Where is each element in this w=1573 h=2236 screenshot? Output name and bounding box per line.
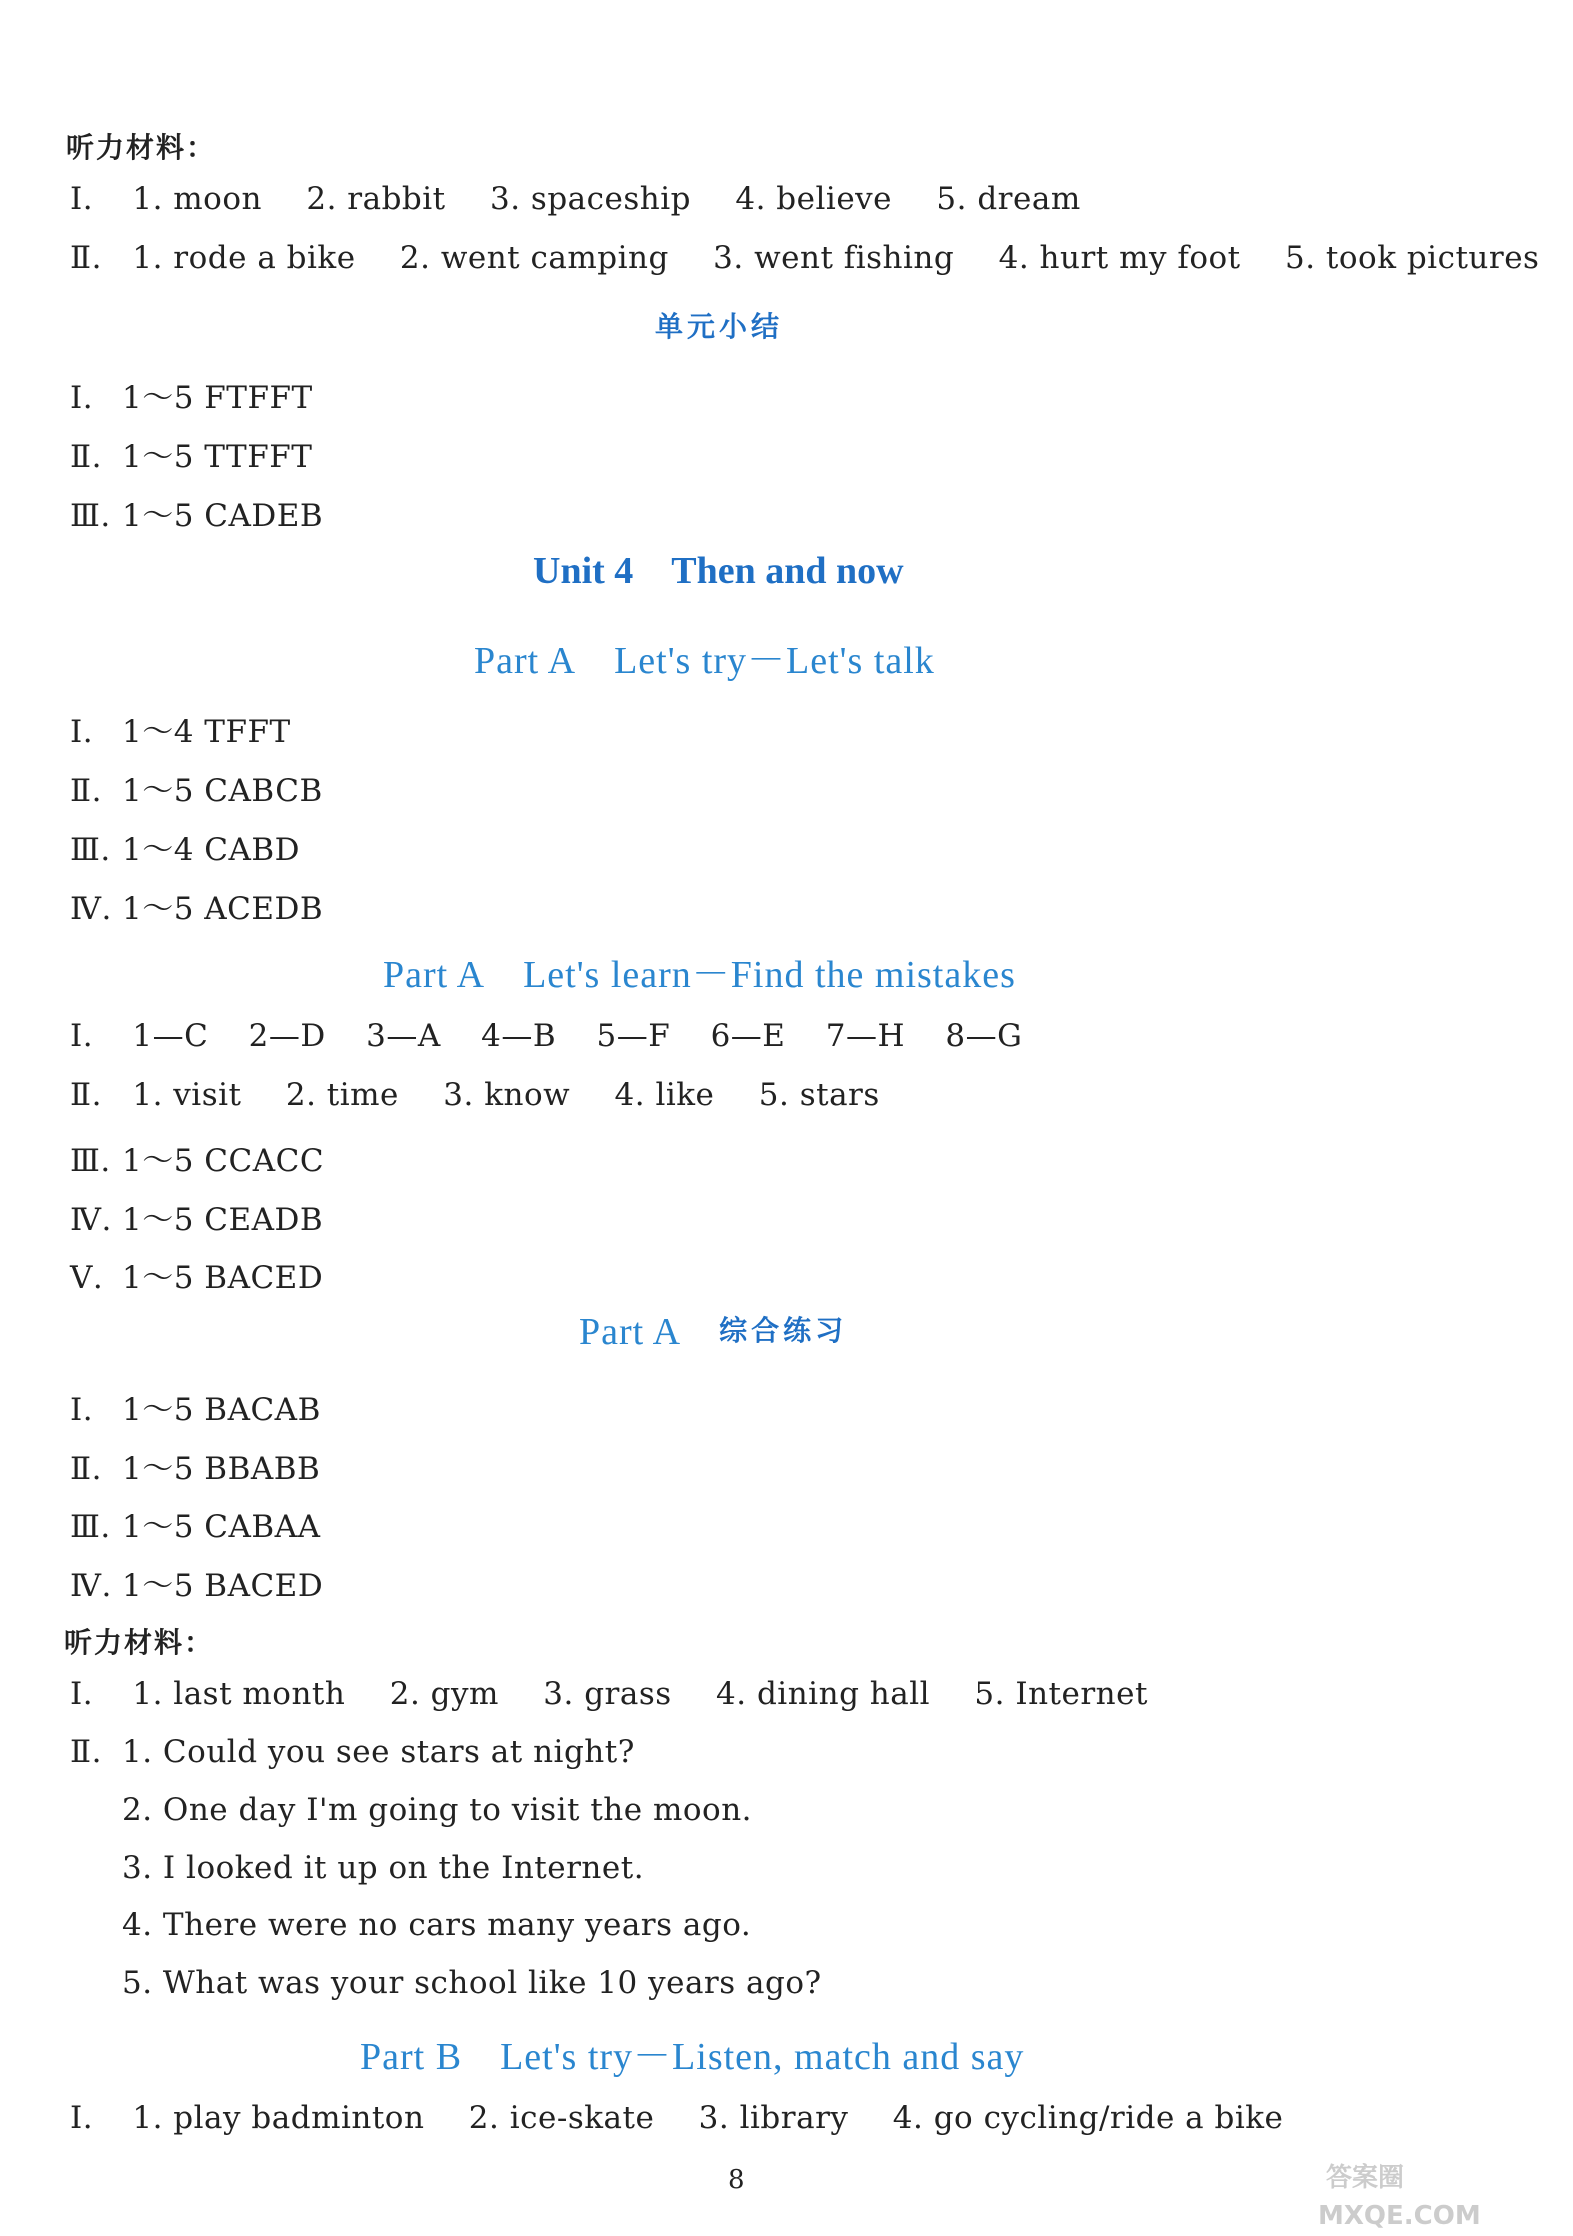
answer-row	[70, 2100, 1317, 2136]
part-name: Let's learn－Find the mistakes	[523, 954, 1016, 996]
answer-item: 3. library	[698, 2100, 849, 2136]
part-label: Part A	[579, 1311, 682, 1353]
answer-item: 4. hurt my foot	[998, 240, 1241, 276]
roman-numeral: Ⅰ.	[70, 714, 94, 750]
answer-item: 5. took pictures	[1284, 240, 1540, 276]
answer-item: 3. spaceship	[490, 181, 692, 217]
roman-numeral: Ⅳ.	[70, 891, 112, 927]
roman-numeral: Ⅰ.	[70, 2100, 94, 2136]
answer-item: 2—D	[248, 1018, 326, 1054]
roman-numeral: Ⅰ.	[70, 1676, 94, 1712]
listening-label: 听力材料：	[64, 1626, 215, 1659]
answer-item: 5—F	[596, 1018, 671, 1054]
answer-row	[70, 1384, 321, 1429]
answer-item: 8—G	[945, 1018, 1023, 1054]
roman-numeral: Ⅱ.	[70, 773, 102, 809]
roman-numeral: Ⅲ.	[70, 498, 111, 534]
part-title	[360, 2025, 1024, 2080]
answer-row	[70, 1135, 324, 1180]
roman-numeral: Ⅰ.	[70, 1018, 94, 1054]
answer-item: 2. ice-skate	[468, 2100, 655, 2136]
answer-item: 1. moon	[132, 181, 262, 217]
answer-text: 1～5 TTFFT	[122, 439, 313, 475]
roman-numeral: Ⅱ.	[70, 1451, 102, 1487]
answer-row	[70, 1252, 323, 1297]
roman-numeral: Ⅰ.	[70, 181, 94, 217]
answer-row	[70, 181, 1115, 217]
answer-item: 4. dining hall	[716, 1676, 931, 1712]
answer-row	[70, 883, 323, 928]
answer-row	[70, 431, 312, 476]
answer-item: 4. believe	[735, 181, 893, 217]
unit-number: Unit 4	[533, 550, 634, 592]
answer-item: 4—B	[481, 1018, 557, 1054]
answer-text: 1～5 CADEB	[122, 498, 324, 534]
answer-item: 5. dream	[936, 181, 1081, 217]
roman-numeral: Ⅲ.	[70, 1509, 111, 1545]
roman-numeral: Ⅱ.	[70, 439, 102, 475]
sentence: 1. Could you see stars at night?	[122, 1734, 635, 1770]
roman-numeral: Ⅱ.	[70, 240, 102, 276]
part-name: 综合练习	[719, 1314, 848, 1347]
listening-label: 听力材料：	[66, 131, 217, 164]
section-title: 单元小结	[655, 310, 784, 343]
answer-row	[70, 372, 313, 417]
roman-numeral: Ⅱ.	[70, 1734, 102, 1770]
answer-row	[70, 1734, 635, 1770]
answer-text: 1～5 CCACC	[122, 1143, 325, 1179]
answer-row	[70, 765, 323, 810]
answer-text: 1～5 CABCB	[122, 773, 323, 809]
roman-numeral: Ⅱ.	[70, 1077, 102, 1113]
answer-item: 1—C	[132, 1018, 209, 1054]
part-title	[579, 1310, 847, 1354]
answer-item: 1. last month	[132, 1676, 346, 1712]
sentence: 2. One day I'm going to visit the moon.	[122, 1792, 753, 1828]
page-number: 8	[728, 2165, 745, 2195]
roman-numeral: Ⅰ.	[70, 380, 94, 416]
answer-row	[70, 824, 300, 869]
answer-item: 3. went fishing	[713, 240, 955, 276]
roman-numeral: Ⅲ.	[70, 1143, 111, 1179]
answer-item: 4. go cycling/ride a bike	[892, 2100, 1284, 2136]
answer-row	[70, 490, 323, 535]
answer-item: 1. rode a bike	[132, 240, 356, 276]
roman-numeral: Ⅰ.	[70, 1392, 94, 1428]
roman-numeral: Ⅳ.	[70, 1568, 112, 1604]
answer-text: 1～5 BBABB	[122, 1451, 321, 1487]
watermark-logo	[1314, 2152, 1484, 2232]
answer-text: 1～5 CEADB	[122, 1202, 324, 1238]
answer-row	[70, 240, 1573, 276]
answer-item: 2. time	[285, 1077, 399, 1113]
answer-item: 2. went camping	[399, 240, 669, 276]
answer-text: 1～5 BACAB	[122, 1392, 321, 1428]
answer-text: 1～5 BACED	[122, 1260, 324, 1296]
answer-item: 6—E	[710, 1018, 786, 1054]
answer-item: 1. play badminton	[132, 2100, 425, 2136]
answer-item: 3. know	[443, 1077, 571, 1113]
answer-text: 1～4 CABD	[122, 832, 301, 868]
answer-row	[70, 706, 291, 751]
answer-item: 4. like	[614, 1077, 715, 1113]
answer-row	[70, 1676, 1182, 1712]
part-label: Part A	[383, 954, 486, 996]
answer-row	[70, 1443, 320, 1488]
unit-name: Then and now	[671, 550, 904, 592]
answer-text: 1～5 CABAA	[122, 1509, 321, 1545]
answer-item: 1. visit	[132, 1077, 242, 1113]
answer-item: 7—H	[825, 1018, 906, 1054]
answer-text: 1～5 ACEDB	[122, 891, 324, 927]
answer-row	[70, 1018, 1052, 1054]
sentence: 4. There were no cars many years ago.	[122, 1907, 752, 1943]
answer-item: 5. stars	[758, 1077, 880, 1113]
answer-item: 3. grass	[543, 1676, 672, 1712]
roman-numeral: Ⅳ.	[70, 1202, 112, 1238]
answer-row	[70, 1077, 914, 1113]
answer-text: 1～5 BACED	[122, 1568, 324, 1604]
answer-text: 1～5 FTFFT	[122, 380, 313, 416]
answer-item: 5. Internet	[974, 1676, 1148, 1712]
roman-numeral: Ⅲ.	[70, 832, 111, 868]
answer-item: 2. gym	[389, 1676, 499, 1712]
answer-row	[70, 1501, 320, 1546]
answer-item: 2. rabbit	[306, 181, 446, 217]
part-name: Let's try－Listen, match and say	[500, 2036, 1025, 2078]
sentence: 5. What was your school like 10 years ago?	[122, 1965, 822, 2001]
answer-text: 1～4 TFFT	[122, 714, 291, 750]
part-title	[383, 943, 1016, 998]
part-label: Part B	[360, 2036, 463, 2078]
part-name: Let's try－Let's talk	[614, 640, 935, 682]
unit-title	[533, 549, 904, 593]
part-title	[474, 629, 935, 684]
part-label: Part A	[474, 640, 577, 682]
roman-numeral: Ⅴ.	[70, 1260, 104, 1296]
answer-item: 3—A	[366, 1018, 441, 1054]
answer-row	[70, 1560, 323, 1605]
watermark-text-bottom: MXQE.COM	[1318, 2201, 1481, 2231]
sentence: 3. I looked it up on the Internet.	[122, 1850, 645, 1886]
watermark-text-top: 答案圈	[1326, 2163, 1405, 2193]
answer-row	[70, 1194, 323, 1239]
